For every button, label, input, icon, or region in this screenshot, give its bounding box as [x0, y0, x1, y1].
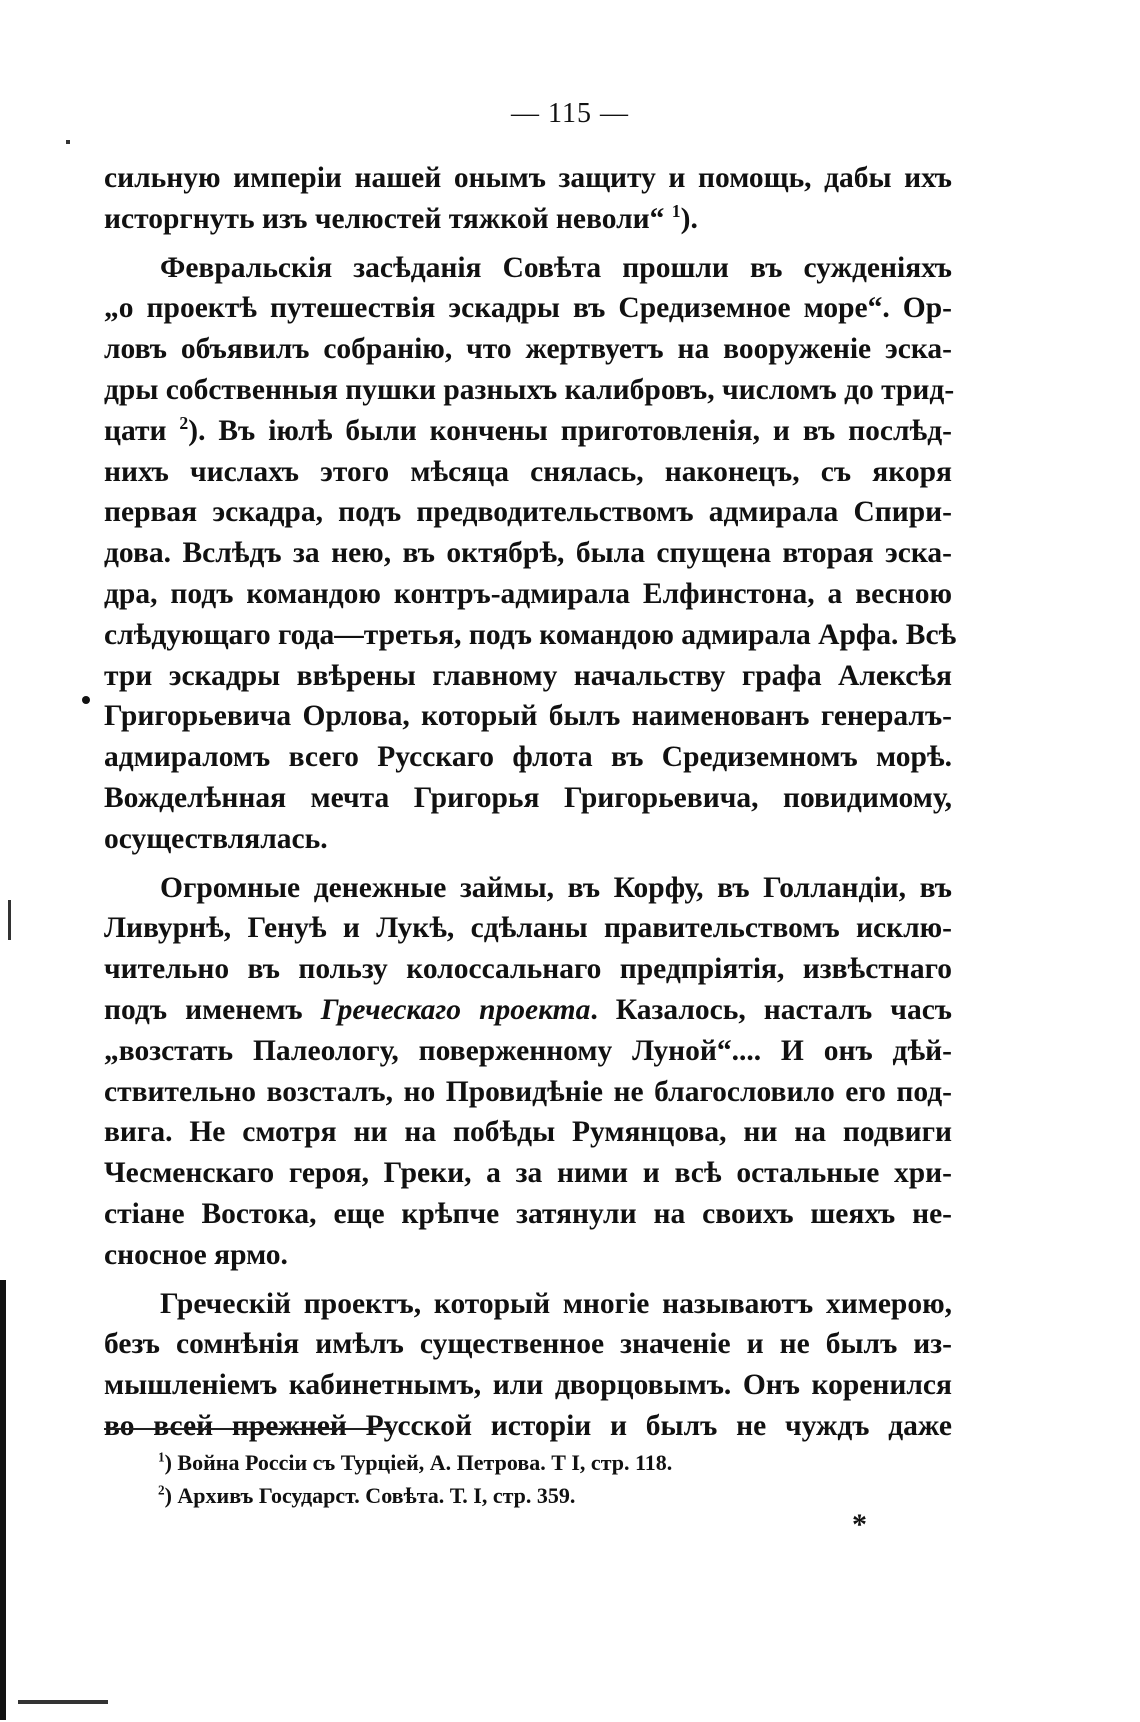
text-line: сильную имперіи нашей онымъ защиту и помощь, дабы ихъ [104, 162, 952, 194]
text-line [104, 411, 952, 452]
paragraph-gap [104, 240, 952, 248]
footnote-ref: 2 [179, 412, 189, 433]
text-fragment: подъ именемъ [104, 993, 321, 1026]
paragraph-gap [104, 1276, 952, 1284]
scan-artifact [66, 140, 70, 144]
text-fragment: цати [104, 414, 180, 447]
asterisk-mark: * [852, 1508, 867, 1541]
text-line [104, 199, 952, 240]
text-line: адмираломъ всего Русскаго флота въ Средиземномъ морѣ. [104, 741, 952, 774]
text-line: мышленіемъ кабинетнымъ, или дворцовымъ. Онъ коренился [104, 1369, 952, 1402]
text-line: Греческій проектъ, который многіе называютъ химерою, [160, 1287, 952, 1320]
text-line: „возстать Палеологу, поверженному Луной“.... И онъ дѣй- [104, 1034, 952, 1067]
footnote-mark: 1 [158, 1449, 165, 1465]
footnotes [158, 1446, 918, 1512]
text-line: ствительно возсталъ, но Провидѣніе не благословило его под- [104, 1075, 952, 1108]
scan-edge-shadow [0, 1280, 6, 1720]
footnote-1 [158, 1446, 918, 1479]
footnote-ref: 1 [671, 200, 681, 221]
paragraph-gap [104, 860, 952, 868]
text-line: Григорьевича Орлова, который былъ наименованъ генералъ- [104, 700, 952, 733]
text-fragment: ). Въ іюлѣ были кончены приготовленія, и въ послѣд- [188, 414, 952, 447]
text-line: Февральскія засѣданія Совѣта прошли въ сужденіяхъ [160, 251, 952, 284]
text-line: три эскадры ввѣрены главному начальству графа Алексѣя [104, 659, 952, 692]
text-line: дова. Вслѣдъ за нею, въ октябрѣ, была спущена вторая эска- [104, 537, 952, 570]
text-line: Огромные денежные займы, въ Корфу, въ Голландіи, въ [160, 871, 952, 904]
page-number: — 115 — [511, 98, 629, 129]
text-line: Чесменскаго героя, Греки, а за ними и всѣ остальные хри- [104, 1157, 952, 1190]
italic-title: Греческаго проекта [320, 993, 591, 1026]
text-line: сносное ярмо. [104, 1238, 288, 1271]
text-line: слѣдующаго года—третья, подъ командою адмирала Арфа. Всѣ [104, 618, 957, 651]
text-line: Ливурнѣ, Генуѣ и Лукѣ, сдѣланы правительствомъ исклю- [104, 912, 952, 945]
text-line: дры собственныя пушки разныхъ калибровъ, числомъ до трид- [104, 373, 955, 406]
text-line: „о проектѣ путешествія эскадры въ Средиземное море“. Ор- [104, 292, 952, 325]
text-line: во всей прежней Русской исторіи и былъ не чуждъ даже [104, 1409, 952, 1442]
footnote-text: ) Война Россіи съ Турціей, А. Петрова. Т I, стр. 118. [164, 1450, 673, 1475]
footnote-2 [158, 1479, 918, 1512]
text-fragment: исторгнуть изъ челюстей тяжкой неволи“ [104, 202, 672, 235]
text-line: безъ сомнѣнія имѣлъ существенное значеніе и не былъ из- [104, 1328, 952, 1361]
text-line: Вожделѣнная мечта Григорья Григорьевича, повидимому, [104, 781, 952, 814]
text-line: нихъ числахъ этого мѣсяца снялась, наконецъ, съ якоря [104, 455, 952, 488]
footnote-mark: 2 [158, 1482, 165, 1498]
text-line [104, 990, 952, 1031]
text-fragment: ). [680, 202, 698, 235]
text-line: осуществлялась. [104, 822, 328, 855]
text-line: вига. Не смотря ни на побѣды Румянцова, ни на подвиги [104, 1116, 952, 1149]
footnote-text: ) Архивъ Государст. Совѣта. Т. I, стр. 359. [164, 1483, 576, 1508]
main-text [104, 158, 957, 1447]
scan-artifact [8, 900, 11, 940]
footnote-divider [104, 1428, 392, 1430]
text-line: стіане Востока, еще крѣпче затянули на своихъ шеяхъ не- [104, 1197, 952, 1230]
scan-artifact [18, 1700, 108, 1704]
text-line: чительно въ пользу колоссальнаго предпріятія, извѣстнаго [104, 953, 952, 986]
margin-dot [82, 696, 90, 704]
text-fragment: . Казалось, насталъ часъ [590, 993, 952, 1026]
text-line: первая эскадра, подъ предводительствомъ адмирала Спири- [104, 496, 952, 529]
text-line: ловъ объявилъ собранію, что жертвуетъ на вооруженіе эска- [104, 333, 952, 366]
text-line: дра, подъ командою контръ-адмирала Елфинстона, а весною [104, 577, 952, 610]
